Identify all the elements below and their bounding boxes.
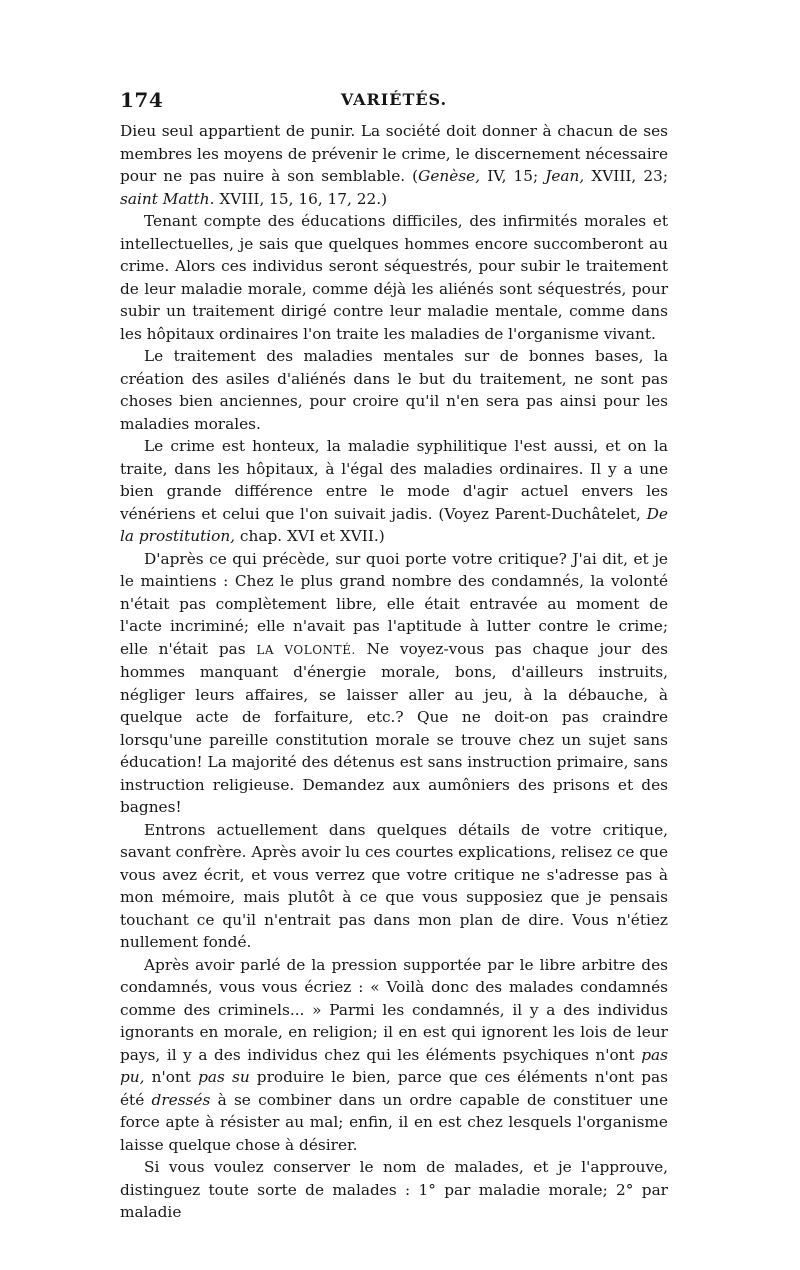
text-run: n'ont [144, 1068, 199, 1086]
paragraph-p5 [120, 548, 668, 819]
paragraph-p8 [120, 1156, 668, 1224]
body-text [120, 120, 668, 1224]
text-run: Dieu seul appartient de punir. La société doit donner à chacun de ses membres les moyens de prévenir le crime, le discernement nécessaire pour ne pas nuire à son semblable. ( [120, 122, 668, 185]
page-header [120, 88, 668, 116]
text-run: D'après ce qui précède, sur quoi porte votre critique? J'ai dit, et je le maintiens : Chez le plus grand nombre des condamnés, la volonté n'était pas complètement libre, elle était entravée au moment de l'acte incriminé; elle n'avait pas l'aptitude à lutter contre le crime; elle n'était pas [120, 549, 668, 658]
italic-text: pas su [198, 1068, 250, 1086]
text-run: produire le bien, parce que ces éléments n'ont pas été [120, 1068, 668, 1109]
italic-text: saint Matth. [120, 189, 215, 208]
italic-text: De la prostitution, [120, 504, 668, 545]
small-caps-text: LA VOLONTÉ. [256, 642, 356, 657]
text-run: Ne voyez-vous pas chaque jour des hommes manquant d'énergie morale, bons, d'ailleurs instruits, négliger leurs affaires, se laisser aller au jeu, à la débauche, à quelque acte de forfaiture, etc.? Que ne doit-on pas craindre lorsqu'une pareille constitution morale se trouve chez un sujet sans éducation! La majorité des détenus est sans instruction primaire, sans instruction religieuse. Demandez aux aumôniers des prisons et des bagnes! [120, 639, 669, 816]
italic-text: pas pu, [120, 1045, 668, 1086]
text-run: Après avoir parlé de la pression supportée par le libre arbitre des condamnés, vous vous écriez : « Voilà donc des malades condamnés comme des criminels... » Parmi les condamnés, il y a des individus ignorants en morale, en religion; il en est qui ignorent les lois de leur pays, il y a des individus chez qui les éléments psychiques n'ont [120, 955, 668, 1064]
text-run: XVIII, 15, 16, 17, 22.) [214, 189, 388, 208]
text-run: XVIII, 23; [584, 167, 668, 185]
paragraph-p1 [120, 120, 668, 210]
running-head: VARIÉTÉS. [340, 90, 448, 109]
text-run: Entrons actuellement dans quelques détails de votre critique, savant confrère. Après avoir lu ces courtes explications, relisez ce que vous avez écrit, et vous verrez que votre critique ne s'adresse pas à mon mémoire, mais plutôt à ce que vous supposiez que je pensais touchant ce qu'il n'entrait pas dans mon plan de dire. Vous n'étiez nullement fondé. [120, 820, 668, 951]
text-run: Le crime est honteux, la maladie syphilitique l'est aussi, et on la traite, dans les hôpitaux, à l'égal des maladies ordinaires. Il y a une bien grande différence entre le mode d'agir actuel envers les vénériens et celui que l'on suivait jadis. (Voyez Parent-Duchâtelet, [120, 437, 668, 523]
italic-text: Jean, [545, 167, 585, 185]
text-run: chap. XVI et XVII.) [235, 527, 385, 545]
paragraph-p3 [120, 345, 668, 435]
text-run: IV, 15; [480, 167, 546, 185]
paragraph-p7 [120, 954, 668, 1157]
text-run: Si vous voulez conserver le nom de malades, et je l'approuve, distinguez toute sorte de malades : 1° par maladie morale; 2° par maladie [120, 1158, 668, 1221]
text-run: à se combiner dans un ordre capable de constituer une force apte à résister au mal; enfin, il en est chez lesquels l'organisme laisse quelque chose à désirer. [120, 1090, 668, 1154]
page-number: 174 [120, 88, 164, 112]
text-run: Le traitement des maladies mentales sur de bonnes bases, la création des asiles d'aliénés dans le but du traitement, ne sont pas choses bien anciennes, pour croire qu'il n'en sera pas ainsi pour les maladies morales. [120, 347, 668, 433]
paragraph-p2 [120, 210, 668, 345]
italic-text: Genèse, [418, 167, 481, 185]
book-page [120, 88, 668, 1224]
text-run: Tenant compte des éducations difficiles, des infirmités morales et intellectuelles, je sais que quelques hommes encore succomberont au crime. Alors ces individus seront séquestrés, pour subir le traitement de leur maladie morale, comme déjà les aliénés sont séquestrés, pour subir un traitement dirigé contre leur maladie mentale, comme dans les hôpitaux ordinaires l'on traite les maladies de l'organisme vivant. [120, 212, 668, 343]
paragraph-p6 [120, 819, 668, 954]
italic-text: dressés [151, 1090, 211, 1109]
paragraph-p4 [120, 435, 668, 548]
